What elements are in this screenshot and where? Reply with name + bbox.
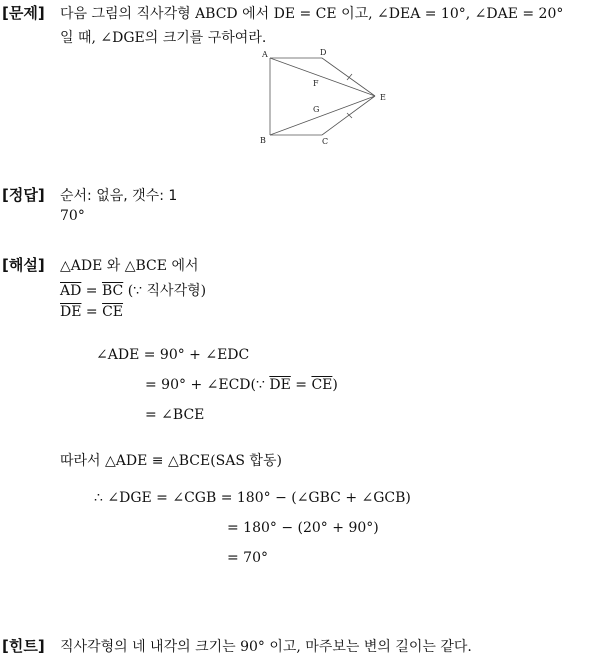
label-b: B [260, 136, 266, 145]
label-c: C [322, 137, 329, 146]
answer-order: 순서: 없음, 갯수: 1 [60, 188, 178, 204]
solution-line-1: △ADE 와 △BCE 에서 [60, 258, 199, 274]
label-d: D [320, 48, 327, 57]
segment-ad: $\overline{AD}$ [60, 283, 82, 299]
hint-tag: [힌트] [2, 637, 45, 655]
solution-line-7: 따라서 △ADE ≡ △BCE(SAS 합동) [60, 453, 282, 469]
segment-bc: $\overline{BC}$ [101, 283, 124, 299]
segment-ae [270, 58, 375, 96]
solution-line-3: $\overline{DE} = \overline{CE}$ [60, 304, 124, 320]
segment-be [270, 96, 375, 135]
solution-line-6: = ∠BCE [145, 407, 205, 423]
problem-line-1: 다음 그림의 직사각형 ABCD 에서 DE = CE 이고, ∠DEA = 10°, ∠DAE = 20° [60, 6, 564, 22]
solution-line-2: $\overline{AD} = \overline{BC}$ (∵ 직사각형) [60, 283, 207, 299]
segment-de [322, 58, 375, 96]
answer-tag: [정답] [2, 186, 45, 204]
solution-line-10: = 70° [227, 550, 268, 566]
segment-ce: $\overline{CE}$ [102, 304, 124, 320]
solution-line-9: = 180° − (20° + 90°) [227, 520, 379, 536]
label-e: E [380, 93, 386, 102]
solution-line-4: ∠ADE = 90° + ∠EDC [96, 347, 250, 363]
solution-line-8: ∴ ∠DGE = ∠CGB = 180° − (∠GBC + ∠GCB) [94, 490, 411, 506]
answer-value: 70° [60, 208, 85, 224]
hint-text: 직사각형의 네 내각의 크기는 90° 이고, 마주보는 변의 길이는 같다. [60, 639, 472, 655]
problem-line-2: 일 때, ∠DGE의 크기를 구하여라. [60, 30, 267, 46]
solution-line-5: = 90° + ∠ECD(∵ $\overline{DE} = \overline{CE}$) [145, 377, 338, 393]
solution-tag: [해설] [2, 256, 45, 274]
problem-tag: [문제] [2, 4, 45, 22]
label-g: G [313, 105, 320, 114]
label-a: A [262, 50, 268, 59]
segment-ce [322, 96, 375, 135]
label-f: F [313, 79, 319, 88]
segment-de: $\overline{DE}$ [60, 304, 82, 320]
